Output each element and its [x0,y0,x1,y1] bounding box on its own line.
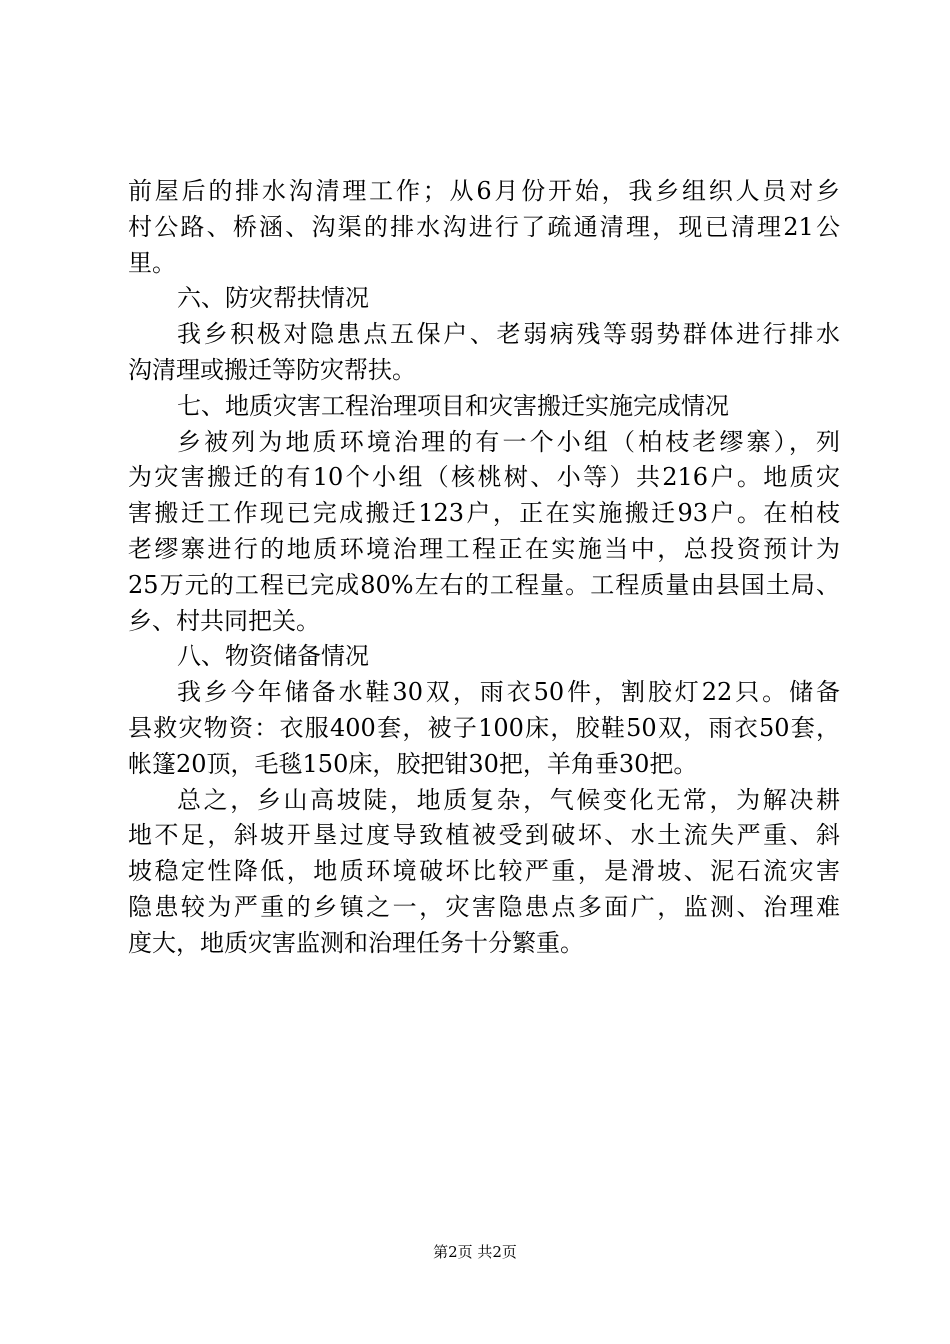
text-line: 总之，乡山高坡陡，地质复杂，气候变化无常，为解决耕 [177,785,840,814]
text-line: 我乡积极对隐患点五保户、老弱病残等弱势群体进行排水 [177,320,840,349]
text-line: 度大，地质灾害监测和治理任务十分繁重。 [128,928,584,957]
text-line: 乡被列为地质环境治理的有一个小组（柏枝老缪寨），列 [177,427,840,456]
text-line: 前屋后的排水沟清理工作；从6月份开始，我乡组织人员对乡 [128,177,840,205]
document-body [128,174,840,962]
text-line: 为灾害搬迁的有10个小组（核桃树、小等）共216户。地质灾 [128,463,840,492]
text-line: 村公路、桥涵、沟渠的排水沟进行了疏通清理，现已清理21公 [128,212,840,241]
text-line: 地不足，斜坡开垦过度导致植被受到破坏、水土流失严重、斜 [128,821,840,850]
text-line: 县救灾物资：衣服400套，被子100床，胶鞋50双，雨衣50套， [128,713,840,742]
text-line: 乡、村共同把关。 [128,606,320,635]
text-line: 我乡今年储备水鞋30双，雨衣50件，割胶灯22只。储备 [177,678,840,707]
section-heading: 七、地质灾害工程治理项目和灾害搬迁实施完成情况 [177,391,729,420]
text-line: 帐篷20顶，毛毯150床，胶把钳30把，羊角垂30把。 [128,749,698,778]
text-line: 沟清理或搬迁等防灾帮扶。 [128,355,416,384]
text-line: 老缪寨进行的地质环境治理工程正在实施当中，总投资预计为 [128,534,840,563]
text-line: 害搬迁工作现已完成搬迁123户，正在实施搬迁93户。在柏枝 [128,499,840,528]
text-line: 里。 [128,248,176,277]
section-heading: 八、物资储备情况 [177,642,369,671]
text-line: 隐患较为严重的乡镇之一，灾害隐患点多面广，监测、治理难 [128,892,840,921]
text-line: 25万元的工程已完成80%左右的工程量。工程质量由县国土局、 [128,570,840,599]
page-number-footer: 第2页 共2页 [433,1243,517,1261]
section-heading: 六、防灾帮扶情况 [177,284,369,313]
text-line: 坡稳定性降低，地质环境破坏比较严重，是滑坡、泥石流灾害 [128,857,840,886]
